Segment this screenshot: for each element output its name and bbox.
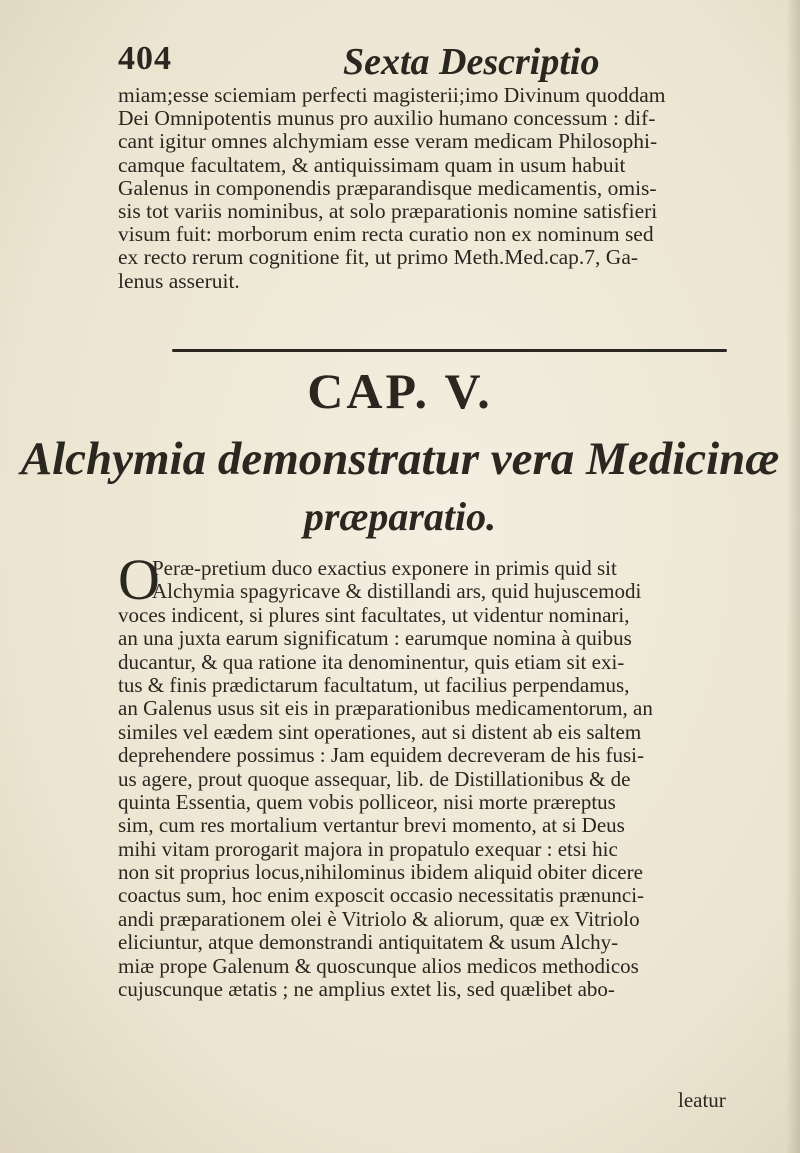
text-line: ex recto rerum cognitione fit, ut primo Meth.Med.cap.7, Ga-: [118, 245, 639, 270]
text-line: voces indicent, si plures sint facultates, ut videntur nominari,: [118, 602, 630, 627]
text-line: non sit proprius locus,nihilominus ibidem aliquid obiter dicere: [118, 860, 643, 885]
chapter-body-paragraph: [118, 557, 738, 1001]
text-line: an Galenus usus sit eis in præparationibus medicamentorum, an: [118, 696, 653, 721]
text-line: sis tot variis nominibus, at solo præparationis nomine satisfieri: [118, 198, 658, 223]
drop-cap: O: [118, 547, 160, 612]
text-line: andi præparationem olei è Vitriolo & aliorum, quæ ex Vitriolo: [118, 906, 640, 931]
text-line: tus & finis prædictarum facultatum, ut facilius perpendamus,: [118, 672, 630, 697]
text-line: Dei Omnipotentis munus pro auxilio humano concessum : dif-: [118, 106, 656, 131]
text-line: Galenus in componendis præparandisque medicamentis, omis-: [118, 175, 657, 200]
running-title: Sexta Descriptio: [343, 41, 600, 83]
text-line: sim, cum res mortalium vertantur brevi momento, at si Deus: [118, 813, 625, 838]
page-number: 404: [118, 40, 172, 77]
text-line: Alchymia spagyricave & distillandi ars, quid hujuscemodi: [152, 579, 642, 604]
section-divider-rule: [172, 349, 727, 352]
text-line: deprehendere possimus : Jam equidem decreveram de his fusi-: [118, 743, 644, 768]
text-line: eliciuntur, atque demonstrandi antiquitatem & usum Alchy-: [118, 930, 619, 955]
text-line: ducantur, & qua ratione ita denominentur, quis etiam sit exi-: [118, 649, 625, 674]
text-line: coactus sum, hoc enim exposcit occasio necessitatis prænunci-: [118, 883, 645, 908]
text-line: camque facultatem, & antiquissimam quam in usum habuit: [118, 152, 626, 177]
text-line: us agere, prout quoque assequar, lib. de Distillationibus & de: [118, 766, 631, 791]
paragraph-continued: [118, 84, 718, 293]
text-line: visum fuit: morborum enim recta curatio non ex nominum sed: [118, 222, 654, 247]
text-line: miam;esse sciemiam perfecti magisterii;imo Divinum quoddam: [118, 83, 666, 107]
page-edge-shadow: [786, 0, 800, 1153]
chapter-heading: CAP. V.: [307, 363, 493, 419]
text-line: cant igitur omnes alchymiam esse veram medicam Philosophi-: [118, 129, 658, 154]
text-line: mihi vitam prorogarit majora in propatulo exequar : etsi hic: [118, 836, 618, 861]
chapter-title-line-1: Alchymia demonstratur vera Medicinæ: [20, 433, 780, 485]
text-line: lenus asseruit.: [118, 268, 240, 293]
text-line: miæ prope Galenum & quoscunque alios medicos methodicos: [118, 953, 639, 978]
text-line: Peræ-pretium duco exactius exponere in primis quid sit: [152, 556, 617, 580]
catchword: leatur: [678, 1088, 726, 1112]
text-line: an una juxta earum significatum : earumque nomina à quibus: [118, 626, 632, 651]
text-line: similes vel eædem sint operationes, aut si distent ab eis saltem: [118, 719, 642, 744]
text-line: cujuscunque ætatis ; ne amplius extet lis, sed quælibet abo-: [118, 977, 615, 1002]
text-line: quinta Essentia, quem vobis polliceor, nisi morte præreptus: [118, 789, 616, 814]
chapter-title-line-2: præparatio.: [303, 494, 497, 539]
